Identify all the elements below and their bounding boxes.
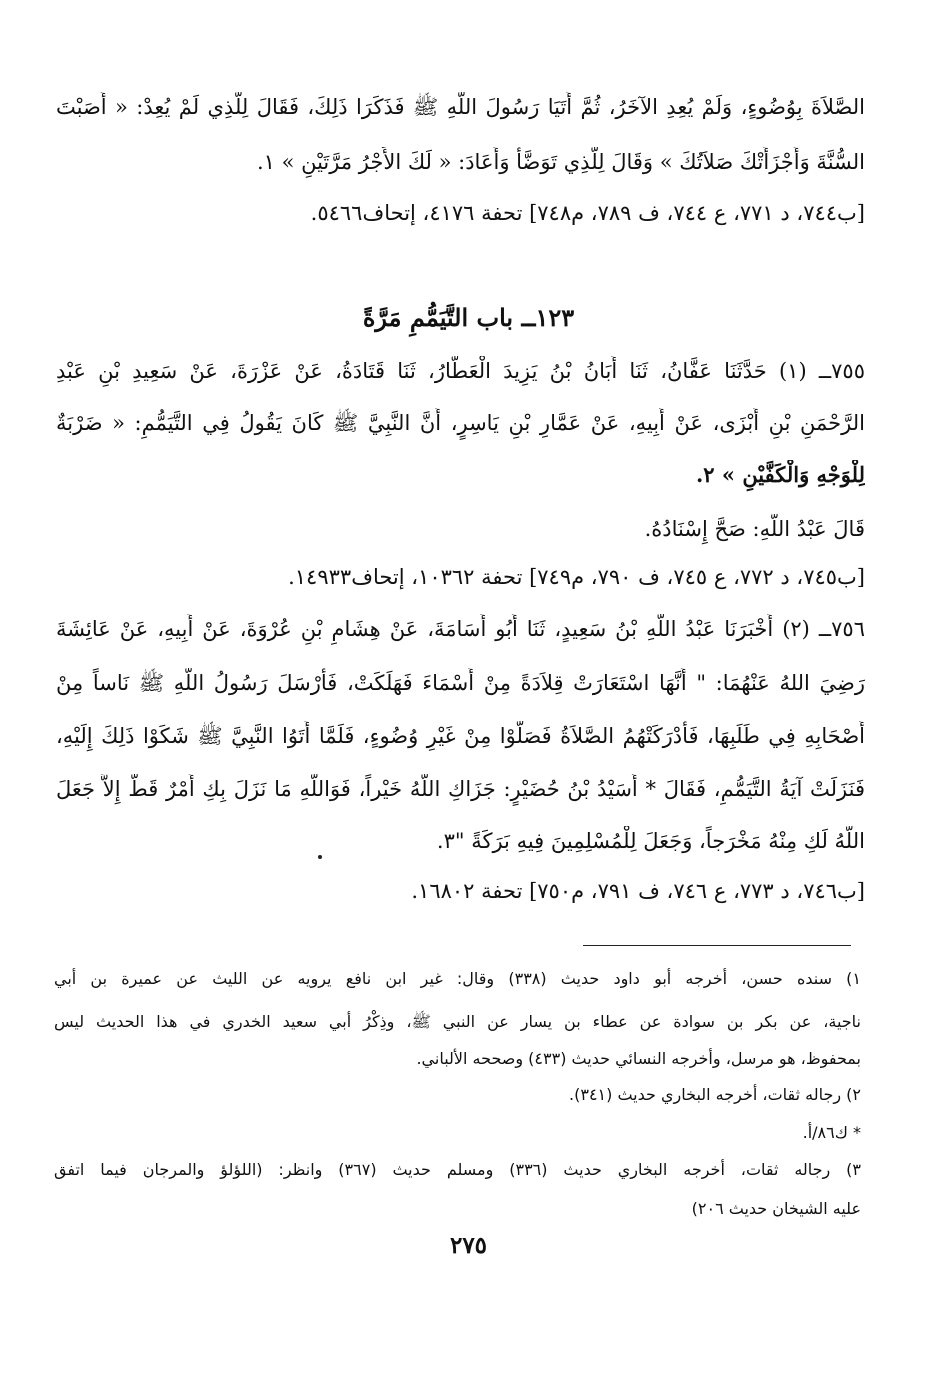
paragraph-line: السُّنَّةَ وَأَجْزَأَتْكَ صَلاَتُكَ » وَقَالَ لِلَّذِي تَوَضَّأَ وَأَعَادَ: « لَكَ الأَجْرُ مَرَّتَيْنِ » ١.	[256, 150, 865, 174]
hadith-756-line: اللَّهُ لَكِ مِنْهُ مَخْرَجاً، وَجَعَلَ لِلْمُسْلِمِينَ فِيهِ بَرَكَةً "٣.	[436, 829, 865, 853]
chapter-title: ١٢٣ــ باب التَّيَمُّمِ مَرَّةً	[362, 303, 575, 332]
footnote-divider	[583, 945, 851, 946]
hadith-755-line: الرَّحْمَنِ بْنِ أَبْزَى، عَنْ أَبِيهِ، عَنْ عَمَّارِ بْنِ يَاسِرٍ، أَنَّ النَّبِيَّ ﷺ كَانَ يَقُولُ فِي التَّيَمُّمِ: « ضَرْبَةٌ	[56, 411, 865, 435]
paragraph-line: الصَّلاَةَ بِوُضُوءٍ، وَلَمْ يُعِدِ الآخَرُ، ثُمَّ أَتَيَا رَسُولَ اللَّهِ ﷺ فَذَكَرَا ذَلِكَ، فَقَالَ لِلَّذِي لَمْ يُعِدْ: « أَصَبْتَ	[56, 95, 865, 119]
page-number: ٢٧٥	[449, 1232, 488, 1259]
footnote-line: بمحفوظ، هو مرسل، وأخرجه النسائي حديث (٤٣٣) وصححه الألباني.	[416, 1049, 861, 1068]
footnote-line: * ك٨٦/أ.	[802, 1123, 861, 1142]
footnote-line: ١) سنده حسن، أخرجه أبو داود حديث (٣٣٨) وقال: غير ابن نافع يرويه عن الليث عن عميرة بن أبي	[54, 969, 861, 988]
footnote-line: عليه الشيخان حديث ٢٠٦)	[691, 1199, 861, 1218]
reference-line: [ب٧٤٥، د ٧٧٢، ع ٧٤٥، ف ٧٩٠، م٧٤٩] تحفة ١٠٣٦٢، إتحاف١٤٩٣٣.	[288, 565, 865, 589]
print-speck	[318, 855, 322, 859]
hadith-756-line: أَصْحَابِهِ فِي طَلَبِهَا، فَأَدْرَكَتْهُمُ الصَّلاَةُ فَصَلَّوْا مِنْ غَيْرِ وُضُوءٍ، فَلَمَّا أَتَوُا النَّبِيَّ ﷺ شَكَوْا ذَلِكَ إِلَيْهِ،	[56, 724, 865, 748]
editor-note: قَالَ عَبْدُ اللَّهِ: صَحَّ إِسْنَادُهُ.	[644, 517, 865, 541]
footnote-line: ٢) رجاله ثقات، أخرجه البخاري حديث (٣٤١).	[569, 1085, 861, 1104]
reference-line: [ب٧٤٤، د ٧٧١، ع ٧٤٤، ف ٧٨٩، م٧٤٨] تحفة ٤١٧٦، إتحاف٥٤٦٦.	[310, 201, 865, 225]
footnote-line: ناجية، عن بكر بن سوادة عن عطاء بن يسار عن النبي ﷺ، وذِكْرُ أبي سعيد الخدري في هذا الحديث ليس	[54, 1012, 861, 1031]
reference-line: [ب٧٤٦، د ٧٧٣، ع ٧٤٦، ف ٧٩١، م٧٥٠] تحفة ١٦٨٠٢.	[411, 879, 865, 903]
hadith-755-line: لِلْوَجْهِ وَالْكَفَّيْنِ » ٢.	[695, 462, 865, 487]
hadith-755-line: ٧٥٥ــ (١) حَدَّثَنَا عَفَّانُ، ثَنَا أَبَانُ بْنُ يَزِيدَ الْعَطَّارُ، ثَنَا قَتَادَةُ، عَنْ عَزْرَةَ، عَنْ سَعِيدِ بْنِ عَبْدِ	[56, 359, 865, 383]
footnote-line: ٣) رجاله ثقات، أخرجه البخاري حديث (٣٣٦) ومسلم حديث (٣٦٧) وانظر: (اللؤلؤ والمرجان فيما اتفق	[54, 1160, 861, 1179]
hadith-756-line: فَنَزَلَتْ آيَةُ التَّيَمُّمِ، فَقَالَ * أُسَيْدُ بْنُ حُضَيْرٍ: جَزَاكِ اللَّهُ خَيْراً، فَوَاللَّهِ مَا نَزَلَ بِكِ أَمْرٌ قَطُّ إِلاَّ جَعَلَ	[56, 777, 865, 801]
hadith-756-line: رَضِيَ اللهُ عَنْهُمَا: " أَنَّهَا اسْتَعَارَتْ قِلاَدَةً مِنْ أَسْمَاءَ فَهَلَكَتْ، فَأَرْسَلَ رَسُولُ اللَّهِ ﷺ نَاساً مِنْ	[56, 671, 865, 695]
hadith-756-line: ٧٥٦ــ (٢) أَخْبَرَنَا عَبْدُ اللَّهِ بْنُ سَعِيدٍ، ثَنَا أَبُو أُسَامَةَ، عَنْ هِشَامِ بْنِ عُرْوَةَ، عَنْ أَبِيهِ، عَنْ عَائِشَةَ	[56, 617, 865, 641]
